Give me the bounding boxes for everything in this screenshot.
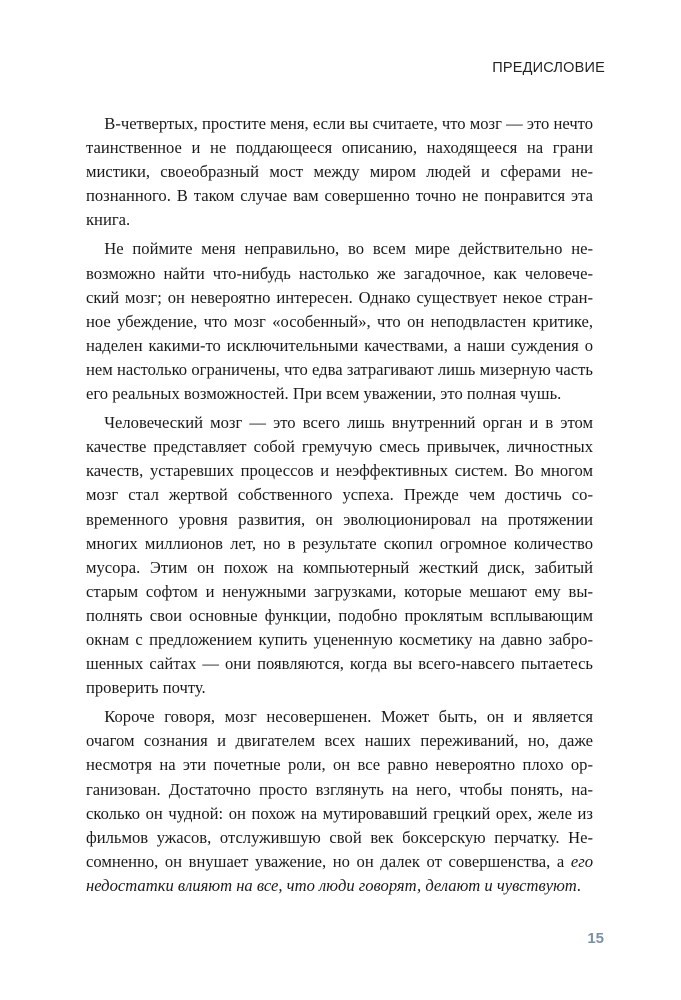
paragraph-text: Короче говоря, мозг несовершенен. Может быть, он и является очагом сознания и двигателем всех наших переживаний, но, даже несмотря на эти почетные роли, он все равно невероятно плохо организован. Достаточно просто взглянуть на него, чтобы понять, насколько он чудной: он похож на мутировавший грецкий орех, желе из фильмов ужасов, отслужившую свой век боксерскую перчатку. Несомненно, он внушает уважение, но он далек от совершенства, а [86, 707, 593, 871]
body-text [86, 112, 593, 903]
paragraph: В-четвертых, простите меня, если вы считаете, что мозг — это нечто таинственное и не поддающееся описанию, находящееся на грани мистики, своеобразный мост между миром людей и сферами непознанного. В таком случае вам совершенно точно не понравится эта книга. [86, 114, 593, 230]
paragraph-end: . [576, 875, 581, 895]
italic-emphasis: его недостатки влияют на все, что люди говорят, делают и чувствуют [86, 851, 593, 895]
page-number: 15 [587, 930, 604, 947]
paragraph: Не поймите меня неправильно, во всем мире действительно невозможно найти что-нибудь настолько же загадочное, как человеческий мозг; он невероятно интересен. Однако существует некое странное убеждение, что мозг «особенный», что он неподвластен критике, наделен какими-то исключительными качествами, а наши суждения о нем настолько ограничены, что едва затрагивают лишь мизерную часть его реальных возможностей. При всем уважении, это полная чушь. [86, 239, 593, 404]
running-header: ПРЕДИСЛОВИЕ [492, 60, 605, 76]
paragraph: Человеческий мозг — это всего лишь внутренний орган и в этом качестве представляет собой гремучую смесь привычек, личностных качеств, устаревших процессов и неэффективных систем. Во многом мозг стал жертвой собственного успеха. Прежде чем достичь современного уровня развития, он эволюционировал на протяжении многих миллионов лет, но в результате скопил огромное количество мусора. Этим он похож на компьютерный жесткий диск, забитый старым софтом и ненужными загрузками, которые мешают ему выполнять свои основные функции, подобно проклятым всплывающим окнам с предложением купить уцененную косметику на давно заброшенных сайтах — они появляются, когда вы всего-навсего пытаетесь проверить почту. [86, 413, 593, 698]
paragraph-last [86, 705, 593, 898]
